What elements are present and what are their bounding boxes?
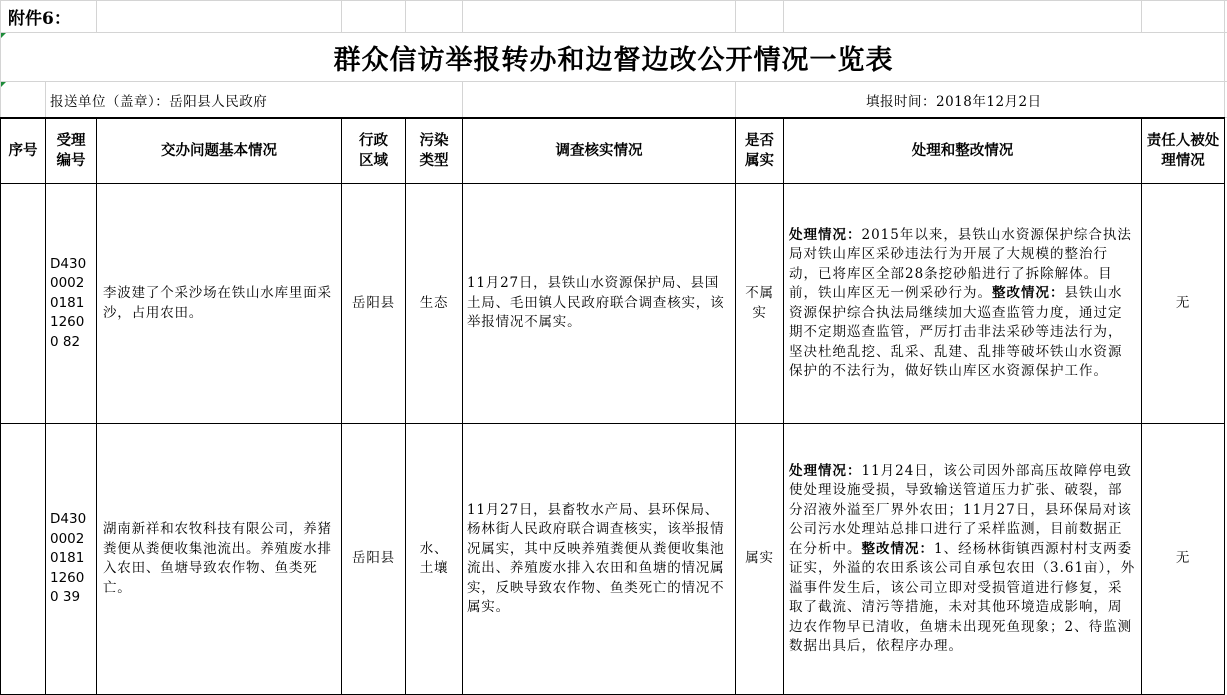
gridline bbox=[45, 81, 46, 118]
rectification-detail: 县铁山水资源保护综合执法局继续加大巡查监管力度，通过定期不定期巡查监管，严厉打击非法采砂等违法行为，坚决杜绝乱挖、乱采、乱建、乱排等破坏铁山水资源保护的不法行为，做好铁山库区水资源保护工作。 bbox=[789, 285, 1123, 379]
attachment-label: 附件6： bbox=[8, 9, 71, 29]
header-basic-info: 交办问题基本情况 bbox=[161, 142, 277, 159]
row-case-no: D4300002018112600 82 bbox=[50, 255, 87, 350]
rectification-label: 整改情况： bbox=[861, 540, 934, 557]
cell-marker bbox=[1, 82, 6, 87]
row-handling bbox=[784, 184, 1141, 423]
header-verified: 是否属实 bbox=[745, 132, 774, 169]
row-pollution: 生态 bbox=[419, 294, 449, 311]
gridline bbox=[405, 0, 406, 33]
row-seq bbox=[1, 424, 45, 694]
handling-label: 处理情况： bbox=[789, 462, 862, 479]
page-title: 群众信访举报转办和边督边改公开情况一览表 bbox=[333, 44, 894, 76]
table-row bbox=[0, 184, 1225, 423]
row-accountability: 无 bbox=[1175, 294, 1191, 311]
header-seq: 序号 bbox=[8, 142, 38, 159]
header-case-no: 受理编号 bbox=[56, 132, 86, 169]
row-investigation: 11月27日，县铁山水资源保护局、县国土局、毛田镇人民政府联合调查核实，该举报情况不属实。 bbox=[467, 275, 725, 331]
header-district: 行政区域 bbox=[359, 132, 388, 169]
row-basic-info: 李波建了个采沙场在铁山水库里面采沙，占用农田。 bbox=[103, 285, 332, 321]
table-row bbox=[0, 424, 1225, 694]
fill-date: 填报时间：2018年12月2日 bbox=[866, 93, 1042, 110]
gridline bbox=[735, 0, 736, 33]
header-accountability: 责任人被处理情况 bbox=[1146, 132, 1220, 169]
row-investigation: 11月27日，县畜牧水产局、县环保局、杨林街人民政府联合调查核实，该举报情况属实，其中反映养殖粪便从粪便收集池流出、养殖废水排入农田和鱼塘的情况属实，反映导致农作物、鱼类死亡的情况不属实。 bbox=[467, 501, 725, 615]
gridline bbox=[783, 0, 784, 33]
row-verified: 属实 bbox=[745, 550, 774, 567]
row-seq bbox=[1, 184, 45, 423]
header-investigation: 调查核实情况 bbox=[555, 142, 643, 159]
gridline bbox=[462, 81, 463, 118]
rectification-label: 整改情况： bbox=[992, 285, 1065, 301]
handling-text bbox=[789, 462, 1136, 657]
handling-text bbox=[789, 226, 1136, 382]
row-district: 岳阳县 bbox=[352, 294, 395, 311]
header-handling: 处理和整改情况 bbox=[911, 142, 1014, 159]
row-basic-info: 湖南新祥和农牧科技有限公司，养猪粪便从粪便收集池流出。养殖废水排入农田、鱼塘导致农作物、鱼类死亡。 bbox=[103, 521, 332, 596]
header-pollution: 污染类型 bbox=[419, 132, 449, 169]
row-accountability: 无 bbox=[1175, 550, 1191, 567]
gridline bbox=[1141, 0, 1142, 33]
rectification-detail: 1、经杨林街镇西源村村支两委证实，外溢的农田系该公司自承包农田（3.61亩），外溢事件发生后，该公司立即对受损管道进行修复，采取了截流、清污等措施，未对其他环境造成影响，周边农作物早已清收，鱼塘未出现死鱼现象；2、待监测数据出具后，依程序办理。 bbox=[789, 540, 1136, 654]
row-pollution: 水、土壤 bbox=[419, 540, 449, 576]
gridline bbox=[96, 0, 97, 33]
row-handling bbox=[784, 424, 1141, 694]
row-district: 岳阳县 bbox=[352, 550, 395, 567]
gridline bbox=[0, 0, 1227, 1]
gridline bbox=[341, 0, 342, 33]
reporting-unit: 报送单位（盖章）：岳阳县人民政府 bbox=[50, 93, 268, 110]
gridline bbox=[462, 0, 463, 33]
gridline bbox=[735, 81, 736, 118]
handling-detail: 2015年以来，县铁山水资源保护综合执法局对铁山库区采砂违法行为开展了大规模的整治行动，已将库区全部28条挖砂船进行了拆除解体。目前，铁山库区无一例采砂行为。 bbox=[789, 226, 1132, 301]
handling-detail: 11月24日，该公司因外部高压故障停电致使处理设施受损，导致输送管道压力扩张、破裂，部分沼液外溢至厂界外农田；11月27日，县环保局对该公司污水处理站总排口进行了采样监测，目前数据正在分析中。 bbox=[789, 462, 1132, 557]
handling-label: 处理情况： bbox=[789, 226, 862, 243]
row-case-no: D4300002018112600 39 bbox=[50, 511, 87, 606]
row-verified: 不属实 bbox=[745, 285, 774, 321]
